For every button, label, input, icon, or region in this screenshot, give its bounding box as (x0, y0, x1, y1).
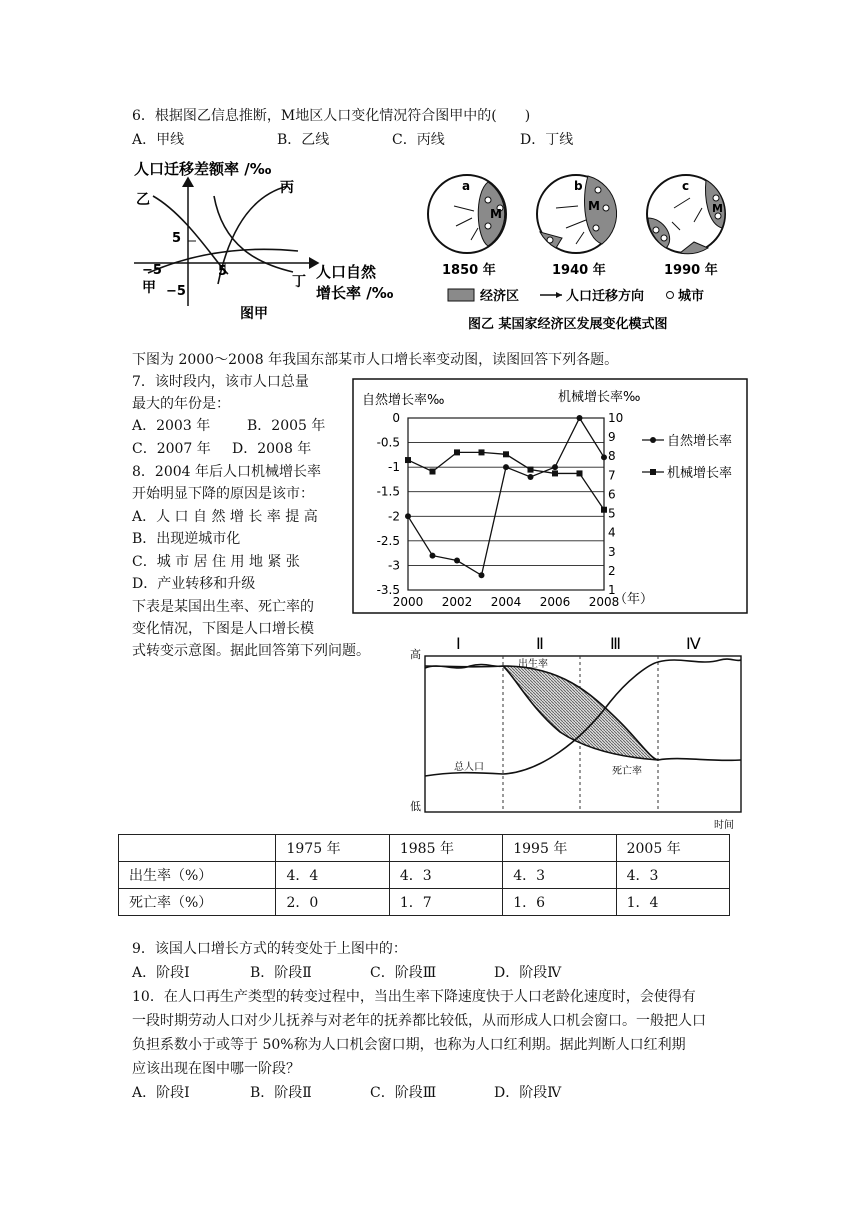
y-low: 低 (410, 800, 421, 813)
q8-option-a[interactable]: A．人 口 自 然 增 长 率 提 高 (132, 509, 318, 525)
plot-area (408, 418, 604, 590)
figure-yi (416, 168, 756, 334)
tick-y-neg5: −5 (166, 284, 186, 299)
q6-option-c[interactable]: C．丙线 (392, 132, 445, 148)
point-natural (601, 454, 607, 460)
table-header-cell: 1995 年 (503, 835, 616, 862)
point-natural (503, 464, 509, 470)
point-mechanical (601, 507, 607, 513)
q10-line-4: 应该出现在图中哪一阶段？ (132, 1061, 300, 1077)
table-row-label: 出生率（%） (119, 862, 276, 889)
intro-910-line-3: 式转变示意图。据此回答第下列问题。 (132, 643, 370, 659)
point-mechanical (430, 469, 436, 475)
point-mechanical (552, 470, 558, 476)
q6-option-d[interactable]: D．丁线 (520, 132, 574, 148)
point-mechanical (454, 449, 460, 455)
q7-option-c[interactable]: C．2007 年 (132, 441, 211, 457)
intro-78: 下图为 2000～2008 年我国东部某市人口增长率变动图，读图回答下列各题。 (132, 352, 619, 368)
label-ding: 丁 (292, 274, 306, 290)
table-header-cell: 1975 年 (276, 835, 389, 862)
label-bing: 丙 (280, 180, 294, 196)
q10-option-a[interactable]: A．阶段Ⅰ (132, 1085, 190, 1101)
circle-b-year: 1940 年 (552, 263, 606, 278)
label-yi: 乙 (136, 192, 150, 208)
q6-option-b[interactable]: B．乙线 (277, 132, 330, 148)
q9-option-b[interactable]: B．阶段Ⅱ (250, 965, 312, 981)
fig-jia-xlabel1: 人口自然 (316, 263, 377, 281)
right-tick-label: 5 (608, 506, 616, 521)
tick-y-5: 5 (172, 231, 182, 246)
point-mechanical (528, 467, 534, 473)
table-header-cell: 1985 年 (389, 835, 502, 862)
left-tick-label: -2 (388, 509, 400, 524)
line-ding (214, 196, 293, 272)
stage-4: Ⅳ (686, 634, 701, 653)
circle-a-year: 1850 年 (442, 263, 496, 278)
table-cell: 4．3 (616, 862, 729, 889)
transition-chart (410, 632, 748, 832)
x-time-label: 时间 (714, 820, 734, 831)
right-tick-label: 4 (608, 525, 616, 540)
point-natural (552, 464, 558, 470)
right-tick-label: 8 (608, 449, 616, 464)
q8-option-c[interactable]: C．城 市 居 住 用 地 紧 张 (132, 554, 300, 570)
table-cell: 4．3 (503, 862, 616, 889)
right-tick-label: 2 (608, 563, 616, 578)
table-cell: 1．6 (503, 889, 616, 916)
q8-line-1: 8．2004 年后人口机械增长率 (132, 464, 321, 480)
fig-jia-title: 图甲 (240, 306, 268, 322)
right-tick-label: 10 (608, 411, 624, 425)
point-mechanical (479, 449, 485, 455)
q10-line-1: 10．在人口再生产类型的转变过程中，当出生率下降速度快于人口老龄化速度时，会使得有 (132, 989, 696, 1005)
right-tick-label: 1 (608, 583, 616, 597)
right-axis-label: 机械增长率‰ (558, 390, 641, 405)
q7-line-2: 最大的年份是： (132, 396, 230, 412)
point-mechanical (405, 457, 411, 463)
birth-death-table (118, 834, 730, 916)
left-tick-label: -1.5 (376, 484, 400, 499)
fig-yi-title: 图乙 某国家经济区发展变化模式图 (468, 317, 668, 332)
q7-line-1: 7．该时段内，该市人口总量 (132, 374, 309, 390)
q10-line-2: 一段时期劳动人口对少儿抚养与对老年的抚养都比较低，从而形成人口机会窗口。一般把人口 (132, 1013, 706, 1029)
q7-option-b[interactable]: B．2005 年 (247, 418, 326, 434)
table-header-cell: 2005 年 (616, 835, 729, 862)
legend-economic-zone-swatch (448, 289, 474, 301)
left-tick-label: -3.5 (376, 583, 400, 597)
x-unit-label: （年） (614, 592, 654, 607)
circle-a-m: M (490, 207, 502, 221)
q6-option-a[interactable]: A．甲线 (132, 132, 185, 148)
circle-a-letter: a (462, 179, 471, 193)
circle-c-m: M (712, 202, 723, 215)
growth-rate-chart (352, 378, 748, 614)
intro-910-line-1: 下表是某国出生率、死亡率的 (132, 599, 314, 615)
table-cell (119, 835, 276, 862)
table-row-label: 死亡率（%） (119, 889, 276, 916)
stage-2: Ⅱ (536, 634, 544, 653)
left-tick-label: -2.5 (376, 533, 400, 548)
label-death-rate: 死亡率 (612, 766, 642, 777)
stage-1: Ⅰ (456, 634, 461, 653)
table-cell: 1．7 (389, 889, 502, 916)
legend-natural-label: 自然增长率 (667, 434, 733, 449)
q8-line-2: 开始明显下降的原因是该市： (132, 486, 314, 502)
figure-jia (128, 156, 418, 332)
q6-stem: 6．根据图乙信息推断，M地区人口变化情况符合图甲中的( ) (132, 108, 531, 124)
left-axis-label: 自然增长率‰ (362, 393, 445, 408)
point-natural (479, 572, 485, 578)
x-tick-label: 2000 (392, 595, 424, 609)
label-jia: 甲 (142, 280, 156, 296)
legend-city: 城市 (678, 289, 705, 304)
circle-b-m: M (588, 199, 600, 213)
legend-economic-zone: 经济区 (480, 289, 520, 304)
intro-910-line-2: 变化情况，下图是人口增长模 (132, 621, 314, 637)
label-total-population: 总人口 (454, 762, 484, 773)
tick-x-neg5: −5 (142, 263, 162, 278)
circle-c-year: 1990 年 (664, 263, 718, 278)
table-header-row (119, 835, 730, 862)
q10-option-c[interactable]: C．阶段Ⅲ (370, 1085, 437, 1101)
left-tick-label: 0 (392, 411, 400, 425)
line-bing (218, 186, 288, 284)
q9-option-c[interactable]: C．阶段Ⅲ (370, 965, 437, 981)
table-cell: 1．4 (616, 889, 729, 916)
legend-migration: 人口迁移方向 (566, 289, 645, 304)
left-tick-label: -3 (388, 558, 400, 573)
point-mechanical (503, 451, 509, 457)
x-tick-label: 2006 (539, 595, 571, 609)
q9-option-d[interactable]: D．阶段Ⅳ (494, 965, 562, 981)
q8-option-b[interactable]: B．出现逆城市化 (132, 531, 241, 547)
table-row (119, 862, 730, 889)
fig-jia-xlabel2: 增长率 /‰ (316, 284, 394, 302)
left-tick-label: -1 (388, 460, 400, 475)
circle-b-letter: b (574, 179, 583, 193)
stage-3: Ⅲ (610, 634, 622, 653)
point-natural (577, 415, 583, 421)
q7-option-a[interactable]: A．2003 年 (132, 418, 211, 434)
q9-stem: 9．该国人口增长方式的转变处于上图中的： (132, 941, 407, 957)
right-tick-label: 9 (608, 430, 616, 445)
table-row (119, 889, 730, 916)
table-cell: 4．4 (276, 862, 389, 889)
circle-c-letter: c (682, 179, 690, 193)
q10-line-3: 负担系数小于或等于 50%称为人口机会窗口期，也称为人口红利期。据此判断人口红利期 (132, 1037, 686, 1053)
q10-option-d[interactable]: D．阶段Ⅳ (494, 1085, 562, 1101)
right-tick-label: 3 (608, 544, 616, 559)
right-tick-label: 7 (608, 468, 616, 483)
q9-option-a[interactable]: A．阶段Ⅰ (132, 965, 190, 981)
point-natural (528, 474, 534, 480)
tick-x-5: 5 (218, 264, 228, 279)
x-tick-label: 2008 (588, 595, 620, 609)
right-tick-label: 6 (608, 487, 616, 502)
q7-option-d[interactable]: D．2008 年 (232, 441, 312, 457)
y-high: 高 (410, 648, 421, 661)
q10-option-b[interactable]: B．阶段Ⅱ (250, 1085, 312, 1101)
q8-option-d[interactable]: D．产业转移和升级 (132, 576, 256, 592)
legend-mechanical-label: 机械增长率 (667, 466, 733, 481)
x-tick-label: 2002 (441, 595, 473, 609)
table-cell: 2．0 (276, 889, 389, 916)
point-natural (454, 558, 460, 564)
point-mechanical (577, 470, 583, 476)
x-tick-label: 2004 (490, 595, 522, 609)
legend-city-icon (667, 292, 674, 299)
point-natural (405, 513, 411, 519)
point-natural (430, 553, 436, 559)
left-tick-label: -0.5 (376, 435, 400, 450)
fig-jia-ylabel: 人口迁移差额率 /‰ (134, 160, 272, 178)
table-cell: 4．3 (389, 862, 502, 889)
label-birth-rate: 出生率 (518, 659, 548, 670)
